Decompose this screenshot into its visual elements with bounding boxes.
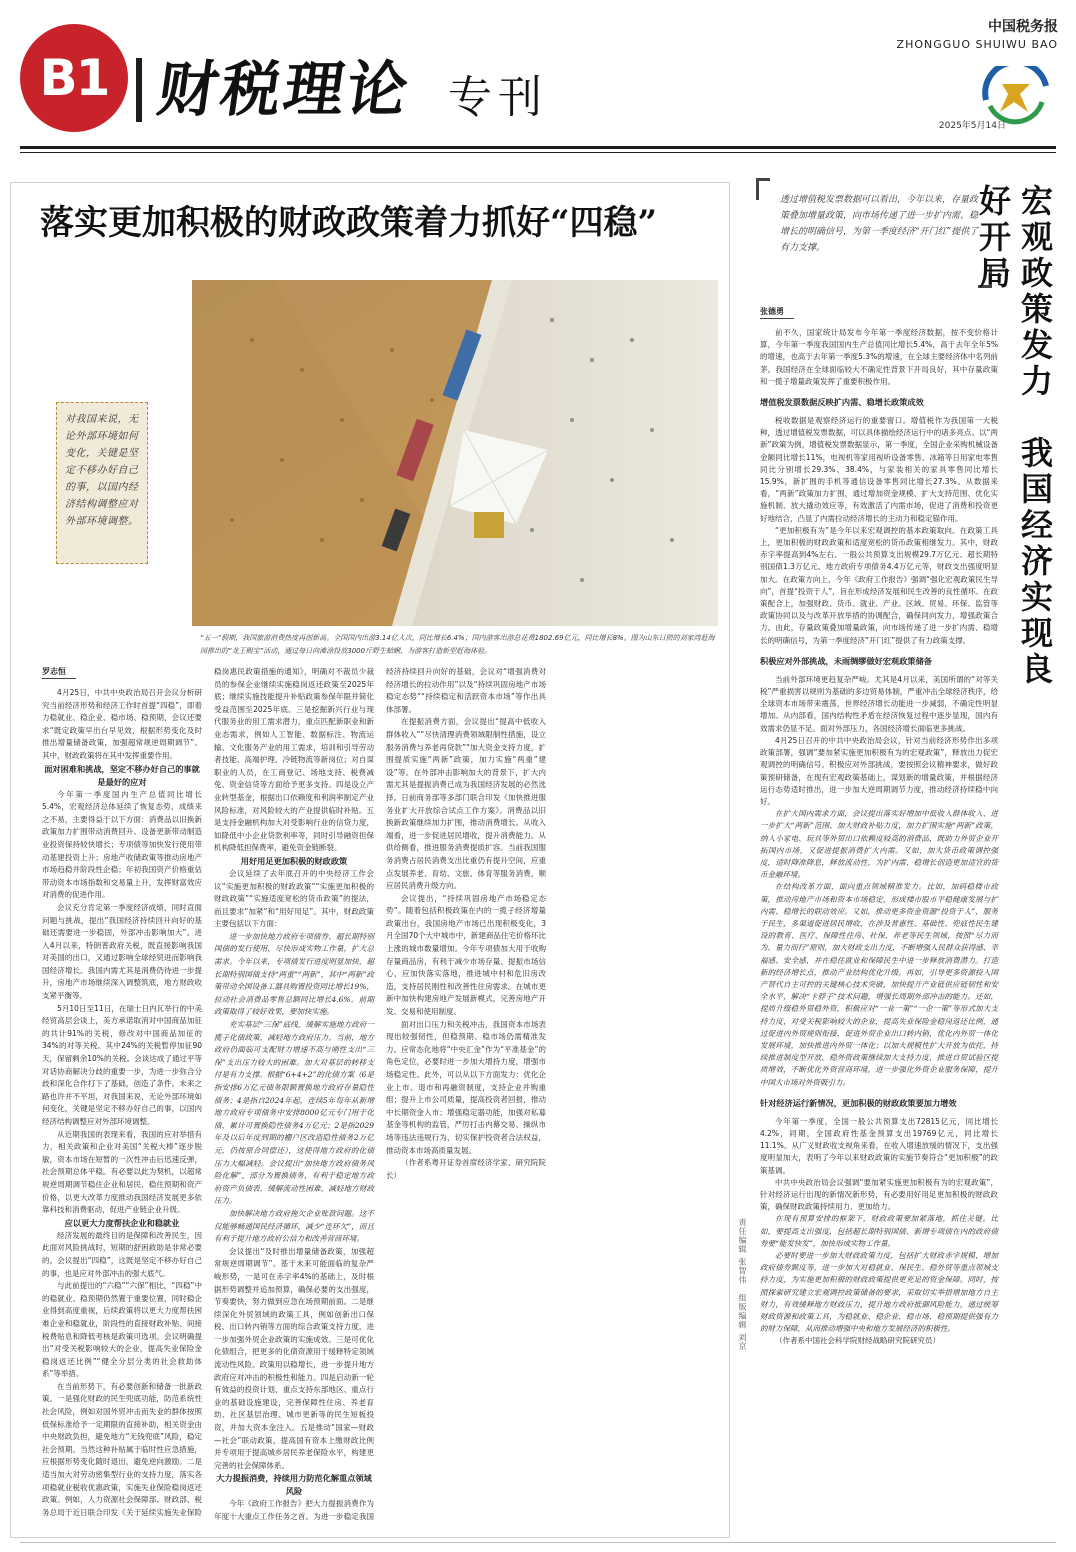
right-article-author: 张德勇 bbox=[760, 306, 794, 319]
section-subtitle: 专刊 bbox=[448, 72, 548, 123]
left-article-headline: 落实更加积极的财政政策着力抓好“四稳” bbox=[40, 203, 658, 243]
paragraph: 会议提出“及时推出增量储备政策，加强超常规逆周期调节”。基于未来可能面临的复杂严峻形势，一是可在赤字率4%的基础上，及时根据形势调整并追加预算，确保必要的支出强度，节奏要快，努力做到应急在场预期前面。二是继续深化外贸领域的政策工具，例如创新出口保税、出口转内销等方面的综合政策支持力度，进一步加强外贸企业政策的实施成效。三是可优化化债组合，把更多的化债资源用于缓释特定领域流动性风险。政策用以稳增长，进一步提升地方政府应对冲击的积极性和能力。四是启动新一轮有效益的投资计划，重点支持东部地区、重点行业的基础设施建设，完善保障性住房、养老育幼、社区基层治理、城市更新等的民生短板投资，并加大资本金注入。五是推动“国家—财政—社会”联动政策，提高国有资本上缴财政比例并专项用于提高城乡居民养老保险水平，构建更完善的社会保障体系。 bbox=[214, 1246, 374, 1470]
paper-logo-icon bbox=[980, 66, 1054, 126]
author-credit: （作者系粤开证券首席经济学家、研究院院长） bbox=[386, 1158, 546, 1180]
paragraph: 今年第一季度国内生产总值同比增长5.4%，宏观经济总体延续了恢复态势，成绩来之不易，主要得益于以下方面：消费品以旧换新政策加力扩围带动消费回升、设备更新带动制造业投资保持较快增长；专项债等加快发行使用带动基建投资上升；房地产收储政策等推动房地产市场趋稳并阶段性企稳；年初我国资产价格重估带动资本市场指数和交易量上升，发挥财富效应对消费的促进作用。 bbox=[42, 789, 202, 900]
editor-credits: 责任编辑 张智伟 组版编辑 刘京 bbox=[738, 1218, 747, 1352]
paper-name-pinyin: ZHONGGUO SHUIWU BAO bbox=[896, 38, 1058, 51]
subheading: 增值税发票数据反映扩内需、稳增长政策成效 bbox=[760, 397, 924, 408]
paragraph: 今年第一季度，全国一般公共预算支出72815亿元，同比增长4.2%，同期，全国政府性基金预算支出19769亿元，同比增长11.1%。从广义财政收支视角来看，在收入增速放缓的情况下，支出强度明显加大，表明了今年以来财政政策的实施节奏符合“更加积极”的政策基调。 bbox=[760, 1116, 998, 1175]
paragraph: 在扩大国内需求方面，会议提出落实好增加中低收入群体收入、进一步扩大“两新”范围、加大财政补贴力度，加力扩围实施“两新”政策，纳入小家电、玩具等外贸出口依赖度较高的消费品，既助力外贸企业开拓国内市场，又促进提振消费扩大内需。又如，加大货币政策调控强度，适时降准降息，释放流动性，为扩内需、稳增长创造更加适宜的货币金融环境。 bbox=[760, 809, 998, 880]
issue-date: 2025年5月14日 bbox=[938, 121, 1006, 131]
paragraph: 4月25日，中共中央政治局召开会议分析研究当前经济形势和经济工作时首提“四稳”，即着力稳就业、稳企业、稳市场、稳预期，会议还要求“既定政策早出台早见效，根据形势变化及时推出增量储备政策，加强超常规逆周期调节”。其中，财政政策将在其中发挥重要作用。 bbox=[42, 688, 202, 760]
paragraph: 会议充分肯定第一季度经济成绩，同时直面问题与挑战，提出“我国经济持续回升向好的基础还需要进一步稳固，外部冲击影响加大”。进入4月以来，特朗普政府关税，既直接影响我国对美国的出口，又通过影响全球经贸进而影响我国经济增长。我国内需尤其是消费仍待进一步提升，房地产市场继续深入调整筑底，地方财政收支紧平衡等。 bbox=[42, 902, 202, 1001]
subheading: 积极应对外部挑战，未雨绸缪做好宏观政策储备 bbox=[760, 655, 932, 666]
beach-photo bbox=[192, 280, 718, 626]
paragraph: 前不久，国家统计局发布今年第一季度经济数据，按不变价格计算，今年第一季度我国国内生产总值同比增长5.4%，高于去年全年5%的增速，也高于去年第一季度5.3%的增速，在全球主要经济体中名列前茅。我国经济在全球面临较大不确定性背景下开局良好，其中存量政策和一揽子增量政策发挥了重要积极作用。 bbox=[760, 328, 998, 386]
right-article-headline: 宏观政策发力 我国经济实现良好开局 bbox=[974, 184, 1054, 688]
masthead-rule bbox=[20, 146, 1056, 149]
paragraph: 会议提出，“持续巩固房地产市场稳定态势”。随着包括积极政策在内的一揽子经济增量政策出台，我国房地产市场已出现积极变化，3月全国70个大中城市中，新建商品住宅价格环比上涨的城市数量增加。今年专项债加大用于收购存量商品房，有利于减少市场存量、提振市场信心，应加快落实落地，推进城中村和危旧房改造，支持居民刚性和改善性住房需求。在城市更新中加快构建房地产发展新模式，完善房地产开发、交易和使用制度。 bbox=[386, 893, 546, 1017]
paper-name: 中国税务报 bbox=[988, 19, 1058, 35]
masthead-rule-thin bbox=[20, 152, 1056, 153]
paragraph: 在现有预算安排的框架下，财政政策要加紧落地，抓住关键。比如，要提高支出强度，包括超长期特别国债、新增专项债在内的政府债券要“能发快发”，加快形成实物工作量。 bbox=[760, 1214, 998, 1248]
right-article-body bbox=[760, 306, 998, 1536]
bottom-rule bbox=[20, 1542, 1056, 1543]
paragraph: 税收数据是观察经济运行的重要窗口。增值税作为我国第一大税种，透过增值税发票数据，可以具体描绘经济运行中的诸多亮点。以“两新”政策为例，增值税发票数据显示，第一季度，全国企业采购机械设备金额同比增长11%，电视机等家用视听设备零售、冰箱等日用家电零售同比分别增长29.3%、38.4%，与家装相关的家具零售同比增长15.9%，新扩围的手机等通信设备零售同比增长27.3%。从数据来看，“两新”政策加力扩围，通过增加资金规模、扩大支持范围、优化实施机制、放大撬动效应等，有效激活了内需市场，促进了消费和投资更好地结合，凸显了内需拉动经济增长的主动力和稳定锚作用。 bbox=[760, 416, 998, 523]
author-credit: （作者系中国社会科学院财经战略研究院研究员） bbox=[775, 1336, 940, 1346]
paragraph: 与此前提出的“六稳”“六保”相比，“四稳”中的稳就业、稳预期仍然置于重要位置，同时稳企业得到高度重视，后续政策将以更大力度帮扶困难企业和稳就业，阶段性的直接财政补贴、间接税费贴息和降低考核是政策可选项。会议明确提出“对受关税影响较大的企业，提高失业保险金稳岗返还比例”“健全分层分类的社会救助体系”等举措。 bbox=[42, 1281, 202, 1379]
left-article-author: 罗志恒 bbox=[42, 666, 76, 679]
paragraph: 必要时要进一步加大财政政策力度，包括扩大财政赤字规模、增加政府债券额度等，进一步加大对稳就业、保民生、稳外贸等重点领域支持力度，为实施更加积极的财政政策提供更充足的资金保障。同时，按照探索研究建立宏观调控政策储备的要求，采取切实举措增加地方自主财力，有效缓释地方财政压力，提升地方政府抵御风险能力，通过统筹财政资源和政策工具，为稳就业、稳企业、稳市场、稳预期提供强有力的财力保障，从而推动增强中央和地方发展经济的积极性。 bbox=[760, 1251, 998, 1334]
paragraph: 进一步加快地方政府专项债券、超长期特别国债的发行使用，尽快形成实物工作量，扩大总需求。今年以来，专项债发行进度明显加快，超长期特别国债支持“两重”“两新”，其中“两新”政策带动全国设备工器具购置投资同比增长19%，拉动社会消费品零售总额同比增长4.6%。前期政策取得了较好效果，要加快实施。 bbox=[214, 931, 374, 1017]
paragraph: 经济发展的最终目的是保障和改善民生，因此面对风险挑战时，短期的舒困救助是非常必要的。会议提出“四稳”，这既是坚定不移办好自己的事，也是应对外部冲击的强大底气。 bbox=[42, 1230, 202, 1278]
photo-caption: “五一”假期，我国旅游消费热度再创新高。全国国内出游3.14亿人次，同比增长6.4%；国内游客出游总花费1802.69亿元，同比增长8%。图为山东日照的刘家湾赶海园推出的“龙王赐宝”活动，通过每日向滩涂投放3000斤野生蛤蜊，为游客打造新型赶海体验。 bbox=[200, 634, 715, 655]
paragraph: 面对出口压力和关税冲击，我国资本市场表现出较强韧性，但稳预期、稳市场仍需精准发力。应常态化地将“中央汇金”作为“平准基金”的角色定位，必要时进一步加大增持力度，增强市场稳定性。此外，可以从以下方面发力：优化企业上市、退市和再融资制度，支持企业并购重组；提升上市公司质量，提高投资者回报，推动中长期资金入市；增强稳定器功能，加强对私募基金等机构的监管，严厉打击内幕交易、操纵市场等违法违规行为，切实保护投资者合法权益，推动资本市场高质量发展。 bbox=[386, 1019, 546, 1155]
subheading: 应以更大力度帮扶企业和稳就业 bbox=[64, 1217, 180, 1228]
subheading: 针对经济运行新情况，更加积极的财政政策要加力增效 bbox=[760, 1097, 957, 1108]
left-article-body bbox=[42, 666, 718, 1526]
masthead-divider bbox=[136, 58, 142, 122]
paragraph: 从近期我国的表现来看，我国的应对举措有力，相关政策和企业对美国“关税大棒”逐步脱敏，资本市场在短暂的一次性冲击后迅速反弹，社会预期总体平稳。有必要以此为契机，以超常规逆周期调节稳住企业和居民、稳住预期和资产价格，以更大改革力度推动我国经济发展更多依靠科技和消费驱动，促进产业链企业升级。 bbox=[42, 1129, 202, 1215]
section-title: 财税理论 bbox=[153, 55, 415, 125]
paragraph: 会议延续了去年底召开的中央经济工作会议“实施更加积极的财政政策”“实施更加积极的财政政策”“实施适度宽松的货币政策”的提法，而且要求“加紧”和“用好用足”。其中，财政政策主要包括以下方面： bbox=[214, 868, 374, 929]
paragraph: 当前外部环境更趋复杂严峻。尤其是4月以来，美国所谓的“对等关税”严重损害以规则为基础的多边贸易体制，严重冲击全球经济秩序，给全球资本市场带来震荡，世界经济增长动能进一步减弱，不确定性明显增加。从内部看，国内结构性矛盾在经济恢复过程中逐步显现，国内有效需求仍显不足。面对外部压力，各国经济增长面临更多挑战。 bbox=[760, 674, 998, 733]
paragraph: 在当前形势下，有必要创新和储备一批新政策。一是强化财政的民生兜底功能，防范系统性社会风险，例如对国外贸冲击而失业的群体按照低保标准给予一定期限的直接补助，相关资金由中央财政负担，避免地方“无钱兜底”风险，稳定社会预期。当然这种补贴属于临时性应急措施，应根据形势变化随时退出，避免逆向激励。二是适当加大对劳动密集型行业的支持力度，落实各项稳就业税收优惠政策，实施失业保险稳岗返还政策。例如，人力资源社会保障部、财政部、税务总局于近日联合印发《关于延续实施失业保险稳岗惠民政策措施的通知》，明确对不裁员少裁员的参保企业继续实施稳岗返还政策至2025年底；继续实施技能提升补贴政策参保年限并简化受益范围至2025年底。三是挖掘新兴行业与现代服务业的用工需求潜力，重点匹配新职业和新业态需求，例如人工智能、数据标注、物流运输、文化服务产业的用工需求，培训和引导劳动者技能、高端护理、冷链物流等新岗位；对自谋职业的人员，在工商登记、场地支持、税费减免、资金信贷等方面给予更多支持。四是设立产业转型基金，根据出口依赖度和利润率制定产业风险标准，对风险较大的产业提供临时补贴。五是支持金融机构加大对受影响行业的信贷力度，如降低中小企业贷款利率等，同时引导融资担保机构降低担保费率，避免资金链断裂。 bbox=[42, 667, 374, 1517]
subheading: 用好用足更加积极的财政政策 bbox=[240, 855, 348, 866]
paragraph: 5月10日至11日，在瑞士日内瓦举行的中美经贸高层会谈上，美方承诺取消对中国商品加征的共计91%的关税，修改对中国商品加征的34%的对等关税。其中24%的关税暂停加征90天，保留剩余10%的关税。会谈达成了通过平等对话协商解决分歧的重要一步，为进一步弥合分歧和深化合作打下了基础，创造了条件。未来之路也许并不平坦，对我国来说，无论外部环境如何变化，关键是坚定不移办好自己的事，以国内经济结构调整应对外部环境调整。 bbox=[42, 1003, 202, 1126]
paragraph: 在提振消费方面，会议提出“提高中低收入群体收入”“尽快清理消费领域限制性措施，设立服务消费与养老再贷款”“加大资金支持力度，扩围提质实施“两新”政策，加力实施“两重”建设”等。在外部冲击影响加大的背景下，扩大内需尤其是提振消费已成为我国经济发展的必然选择。日前商务部等多部门联合印发《加快推进服务业扩大开放综合试点工作方案》。消费品以旧换新政策继续加力扩围，推动消费增长。从收入端看，进一步促进居民增收，提升消费能力。从供给侧看，推进服务消费提质扩容。当前我国服务消费占居民消费支出比重仍有提升空间，应重点发展养老、育幼、文旅、体育等服务消费，顺应居民消费升级方向。 bbox=[386, 717, 546, 891]
left-pull-quote: 对我国来说，无论外部环境如何变化，关键是坚定不移办好自己的事，以国内经济结构调整应对外部环境调整。 bbox=[56, 402, 148, 564]
paragraph: 4月25日召开的中共中央政治局会议，针对当前经济形势作出多项政策部署，强调“要加紧实施更加积极有为的宏观政策”，释放出力促宏观调控的明确信号。积极应对外部挑战，要按照会议精神要求，做好政策预研储备，在现有宏观政策基础上，谋划新的增量政策，并根据经济运行态势适时推出，进一步加大逆周期调节力度，推动经济持续稳中向好。 bbox=[760, 735, 998, 806]
paragraph: “更加积极有为”是今年以来宏观调控的基本政策取向。在政策工具上，更加积极的财政政策和适度宽松的货币政策相继发力。其中，财政赤字率提高到4%左右、一般公共预算支出规模29.7万亿元、超长期特别国债1.3万亿元、地方政府专项债务4.4万亿元等，财政支出强度明显加大。在政策方向上，今年《政府工作报告》强调“强化宏观政策民生导向”，首提“投资于人”，旨在形成经济发展和民生改善的良性循环。在政策配合上，加强财政、货币、就业、产业、区域、贸易、环保、监管等政策协同以及与改革开放举措的协调配合，确保同向发力，增强政策合力。由此，存量政策叠加增量政策，向市场传递了进一步扩内需、稳增长的明确信号，为第一季度经济“开门红”提供了有力政策支撑。 bbox=[760, 525, 998, 645]
subheading: 面对困难和挑战，坚定不移办好自己的事就是最好的应对 bbox=[44, 763, 200, 787]
paragraph: 中共中央政治局会议强调“要加紧实施更加积极有为的宏观政策”，针对经济运行出现的新情况新形势，有必要用好用足更加积极的财政政策，确保财政政策持续用力、更加给力。 bbox=[760, 1177, 998, 1212]
paragraph: 加快解决地方政府拖欠企业账款问题。这不仅能够畅通国民经济循环，减少“连环欠”，而且有利于提升地方政府公信力和改善营商环境。 bbox=[214, 1208, 374, 1244]
subheading: 大力提振消费，持续用力防范化解重点领域风险 bbox=[216, 1473, 372, 1497]
paragraph: 在结构改革方面，面向重点领域精准发力。比如，加码稳楼市政策，推动房地产市场和资本市场稳定，形成楼市股市平稳健康发展与扩内需、稳增长的联动效应。又如，推动更多资金资源“投资于人”，服务于民生，多渠道促进居民增收，在涉及普惠性、基础性、兜底性民生建设的教育、医疗、保障性住房、社保、养老等民生领域，按照“尽力而为、量力而行”原则，加大财政支出力度，不断增强人民群众获得感、幸福感、安全感，并在稳住就业和保障民生中进一步释放消费潜力。打造新的经济增长点，推动产业结构优化升级。再如，引导更多资源投入国产替代自主可控的关键核心技术突破，加快提升产业链供应链韧性和安全水平，解决“卡脖子”技术问题，增强长周期外部冲击的能力。还如，提质升级稳外贸稳外资，积极应对“一业一策”“一企一策”等形式加大支持力度，对受关税影响较大的企业，提高失业保险金稳岗返还比例，通过促进内外贸规则衔接，促进外贸企业出口转内销，优化内外贸一体化发展环境，加快推进内外贸一体化；以加大规模性扩大开放为依托，持续推进制度型开放，稳外资政策继续加大支持力度，推进自贸试验区提质增效，不断优化外资营商环境，进一步强化外资企业服务保障，提升中国大市场对外资吸引力。 bbox=[760, 882, 998, 1087]
paragraph: 今年《政府工作报告》把大力提振消费作为年度十大重点工作任务之首。为进一步稳定我国经济持续回升向好的基础，会议对“增强消费对经济增长的拉动作用”以及“持续巩固房地产市场稳定态势”“持续稳定和活跃资本市场”等作出具体部署。 bbox=[214, 667, 546, 1521]
paragraph: 充实基层“三保”底线，缓解实施地方政府一揽子化债政策，减轻地方政府压力。当前，地方政府仍面临可支配财力增速不高与刚性支出“三保”支出压力较大的困难。加大对基层的转移支付是有力支撑。根据“6+4+2”的化债方案（6是指安排6万亿元债务限额置换地方政府存量隐性债务；4是指自2024年起，连续5年每年从新增地方政府专项债务中安排8000亿元专门用于化债，累计可置换隐性债务4万亿元；2是指2029年及以后年度到期的棚户区改造隐性债务2万亿元，仍按原合同偿还），这使得地方政府的化债压力大幅减轻。会议提出“加快地方政府债务风险化解”，部分为置换债务，有利于稳定地方政府资产负债表，缓解流动性困难，减轻地方财政压力。 bbox=[214, 1020, 374, 1206]
page-badge: B1 bbox=[20, 24, 128, 132]
right-pull-quote: 透过增值税发票数据可以看出，今年以来，存量政策叠加增量政策，向市场传递了进一步扩内需、稳增长的明确信号，为第一季度经济“开门红”提供了有力支撑。 bbox=[780, 195, 979, 253]
